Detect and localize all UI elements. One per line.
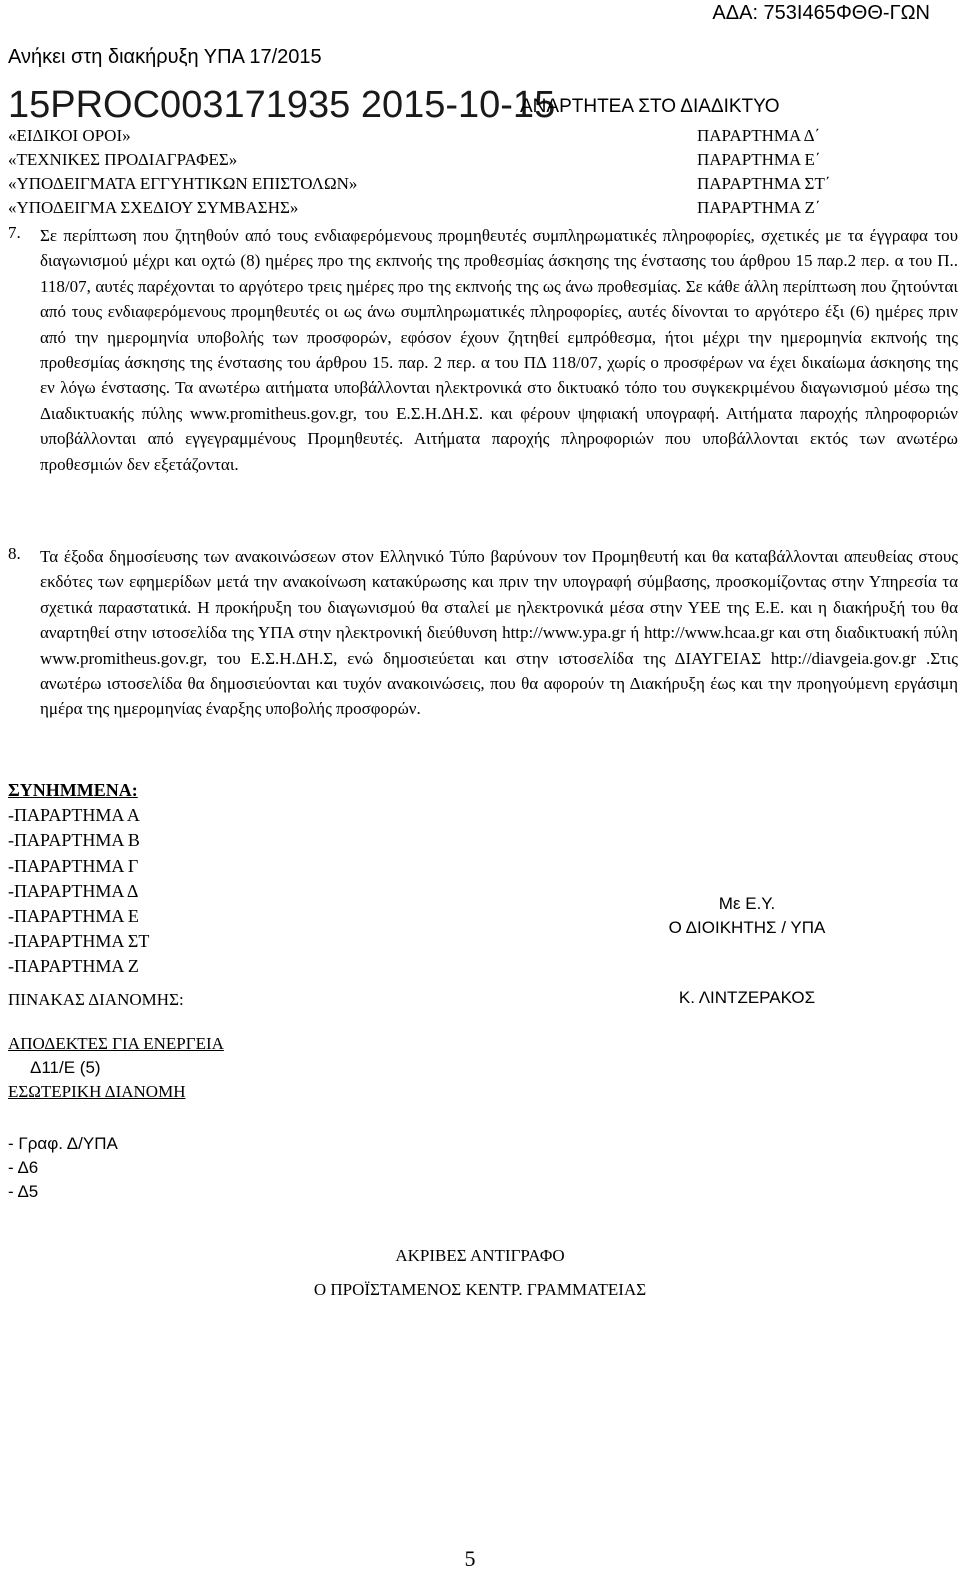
secretariat-head: Ο ΠΡΟΪΣΤΑΜΕΝΟΣ ΚΕΝΤΡ. ΓΡΑΜΜΑΤΕΙΑΣ (313, 1280, 647, 1299)
paragraph-number: 8. (8, 544, 21, 563)
internal-recipient: - Δ6 (8, 1158, 39, 1177)
internal-recipient: - Γραφ. Δ/ΥΠΑ (8, 1134, 118, 1153)
paragraph-text: Τα έξοδα δημοσίευσης των ανακοινώσεων στον Ελληνικό Τύπο βαρύνουν τον Προμηθευτή και θα καταβάλλονται απευθείας στους εκδότες των εφημερίδων μετά την ανακοίνωση κατακύρωσης και πριν την υπογραφή σύμβασης, προσκομίζοντας στην Υπηρεσία τα σχετικά παραστατικά. Η προκήρυξη του διαγωνισμού θα σταλεί με ηλεκτρονικά μέσα στην ΥΕΕ της Ε.Ε. και η διακήρυξή του θα αναρτηθεί στην ιστοσελίδα της ΥΠΑ στην ηλεκτρονική διεύθυνση http://www.ypa.gr ή http://www.hcaa.gr και στη διαδικτυακή πύλη www.promitheus.gov.gr, του Ε.Σ.Η.ΔΗ.Σ, ενώ δημοσιεύεται και στην ιστοσελίδα της ΔΙΑΥΓΕΙΑΣ http://diavgeia.gov.gr .Στις ανωτέρω ιστοσελίδα θα δημοσιεύονται και τυχόν ανακοινώσεις, που θα αφορούν τη Διακήρυξη έως και την προηγούμενη εργάσιμη ημέρα της ημερομηνίας έναρξης υποβολής προσφορών. (40, 547, 958, 719)
publish-notice: ΑΝΑΡΤΗΤΕΑ ΣΤΟ ΔΙΑΔΙΚΤΥΟ (520, 96, 780, 117)
annex-left-4: «ΥΠΟΔΕΙΓΜΑ ΣΧΕΔΙΟΥ ΣΥΜΒΑΣΗΣ» (8, 198, 299, 217)
paragraph-8 (8, 544, 958, 754)
distribution-title: ΠΙΝΑΚΑΣ ΔΙΑΝΟΜΗΣ: (8, 990, 184, 1009)
annex-left-2: «ΤΕΧΝΙΚΕΣ ΠΡΟΔΙΑΓΡΑΦΕΣ» (8, 150, 238, 169)
internal-recipient: - Δ5 (8, 1182, 39, 1201)
attachment-item: -ΠΑΡΑΡΤΗΜΑ Δ (8, 880, 139, 901)
internal-distribution-title: ΕΣΩΤΕΡΙΚΗ ΔΙΑΝΟΜΗ (8, 1082, 186, 1101)
paragraph-number: 7. (8, 223, 21, 242)
action-recipient: Δ11/Ε (5) (30, 1058, 101, 1077)
signature-by-order: Με Ε.Υ. (718, 894, 776, 913)
paragraph-text: Σε περίπτωση που ζητηθούν από τους ενδιαφερόμενους προμηθευτές συμπληρωματικές πληροφορίες, σχετικές με τα έγγραφα του διαγωνισμού μέχρι και οχτώ (8) ημέρες προ της εκπνοής της προθεσμίας άσκησης της ένστασης του άρθρου 15 παρ.2 περ. α του Π.. 118/07, αυτές παρέχονται το αργότερο τρεις ημέρες προ της εκπνοής της ως άνω προθεσμίας. Σε κάθε άλλη περίπτωση που ζητούνται από τους ενδιαφερόμενους προμηθευτές οι ως άνω συμπληρωματικές πληροφορίες, αυτές δίνονται το αργότερο έξι (6) ημέρες πριν από την ημερομηνία υποβολής των προσφορών, εφόσον έχουν ζητηθεί εμπρόθεσμα, ήτοι μέχρι την ημερομηνία εκπνοής της προθεσμίας άσκησης της ένστασης του άρθρου 15. παρ. 2 περ. α του ΠΔ 118/07, χωρίς ο προσφέρων να έχει δικαίωμα άσκησης της εν λόγω ένστασης. Τα ανωτέρω αιτήματα υποβάλλονται ηλεκτρονικά στο δικτυακό τόπο του συγκεκριμένου διαγωνισμού μέσω της Διαδικτυακής πύλης www.promitheus.gov.gr, του Ε.Σ.Η.ΔΗ.Σ. και φέρουν ψηφιακή υπογραφή. Αιτήματα παροχής πληροφοριών υποβάλλονται από εγγεγραμμένους Προμηθευτές. Αιτήματα παροχής πληροφοριών που υποβάλλονται εκτός των ανωτέρω προθεσμιών δεν εξετάζονται. (40, 226, 958, 474)
attachment-item: -ΠΑΡΑΡΤΗΜΑ ΣΤ (8, 931, 150, 952)
attachment-item: -ΠΑΡΑΡΤΗΜΑ Ζ (8, 956, 139, 977)
attachment-item: -ΠΑΡΑΡΤΗΜΑ Β (8, 830, 140, 851)
annex-left-3: «ΥΠΟΔΕΙΓΜΑΤΑ ΕΓΓΥΗΤΙΚΩΝ ΕΠΙΣΤΟΛΩΝ» (8, 174, 358, 193)
attachments-title: ΣΥΝΗΜΜΕΝΑ: (8, 780, 138, 800)
procurement-id: 15PROC003171935 2015-10-15 (8, 84, 556, 126)
attachment-item: -ΠΑΡΑΡΤΗΜΑ Ε (8, 906, 139, 927)
tender-reference: Ανήκει στη διακήρυξη ΥΠΑ 17/2015 (8, 46, 322, 68)
page-number: 5 (464, 1546, 476, 1571)
attachments-list (8, 778, 149, 980)
attachment-item: -ΠΑΡΑΡΤΗΜΑ Α (8, 805, 140, 826)
attachment-item: -ΠΑΡΑΡΤΗΜΑ Γ (8, 855, 139, 876)
annex-right-2: ΠΑΡΑΡΤΗΜΑ Ε΄ (697, 150, 821, 169)
paragraph-7 (8, 223, 958, 533)
ada-code: ΑΔΑ: 753Ι465ΦΘΘ-ΓΩΝ (712, 2, 930, 24)
true-copy-label: ΑΚΡΙΒΕΣ ΑΝΤΙΓΡΑΦΟ (395, 1246, 565, 1265)
action-recipients-title: ΑΠΟΔΕΚΤΕΣ ΓΙΑ ΕΝΕΡΓΕΙΑ (8, 1034, 224, 1053)
annex-right-3: ΠΑΡΑΡΤΗΜΑ ΣΤ΄ (697, 174, 831, 193)
signatory-title: Ο ΔΙΟΙΚΗΤΗΣ / ΥΠΑ (668, 918, 826, 937)
annex-right-4: ΠΑΡΑΡΤΗΜΑ Ζ΄ (697, 198, 821, 217)
annex-left-1: «ΕΙΔΙΚΟΙ ΟΡΟΙ» (8, 126, 131, 145)
annex-right-1: ΠΑΡΑΡΤΗΜΑ Δ΄ (697, 126, 821, 145)
signatory-name: Κ. ΛΙΝΤΖΕΡΑΚΟΣ (678, 988, 816, 1007)
